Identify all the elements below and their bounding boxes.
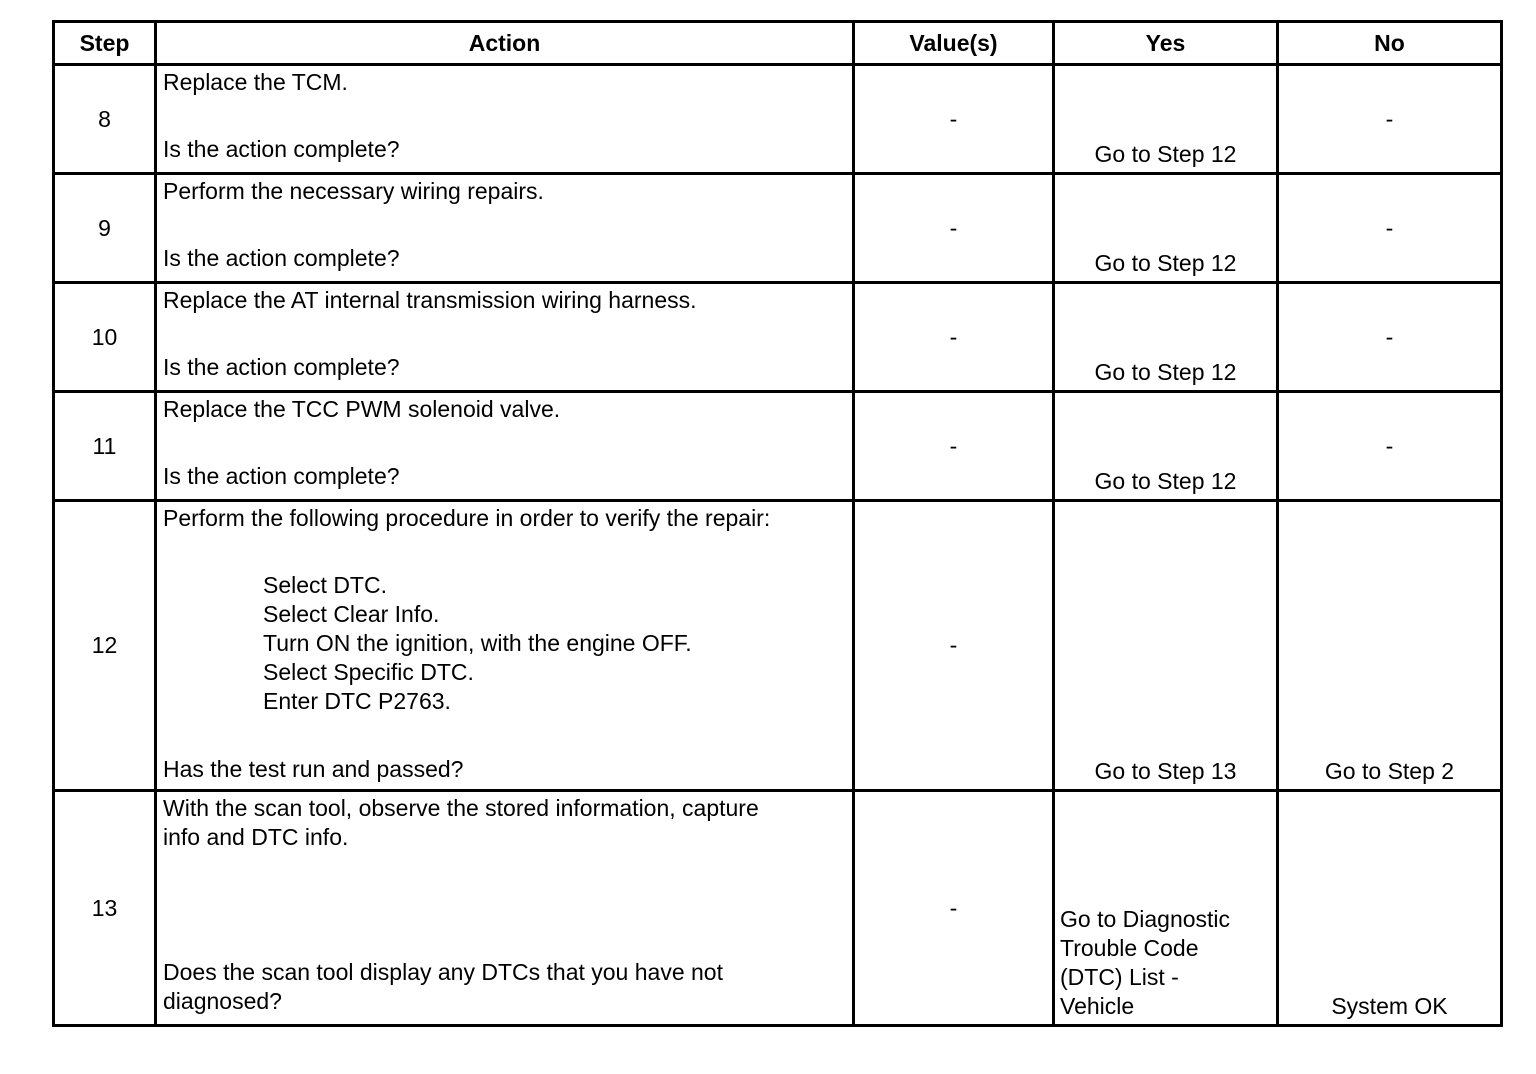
table-row [54, 65, 1502, 174]
no-cell: - [1278, 392, 1502, 501]
values-cell: - [854, 791, 1054, 1026]
step-number: 8 [54, 65, 156, 174]
table-row [54, 791, 1502, 1026]
no-text: System OK [1331, 993, 1448, 1019]
yes-cell [1054, 174, 1278, 283]
values-cell: - [854, 283, 1054, 392]
action-cell [156, 791, 854, 1026]
action-text: Replace the TCC PWM solenoid valve. [163, 396, 561, 422]
substep-list [163, 571, 846, 716]
action-question: Is the action complete? [163, 136, 400, 162]
yes-text [1055, 905, 1276, 1021]
table-row [54, 501, 1502, 791]
step-number: 13 [54, 791, 156, 1026]
substep-item: Select DTC. [263, 572, 387, 598]
action-question-line: Does the scan tool display any DTCs that you have not [163, 959, 723, 985]
values-cell: - [854, 174, 1054, 283]
yes-text: Go to Step 12 [1094, 250, 1237, 276]
yes-cell [1054, 283, 1278, 392]
header-yes: Yes [1054, 22, 1278, 65]
substep-item: Select Specific DTC. [263, 659, 474, 685]
yes-text: Go to Step 12 [1094, 359, 1237, 385]
yes-cell [1054, 791, 1278, 1026]
action-text: Perform the following procedure in order to verify the repair: [163, 505, 771, 531]
step-number: 10 [54, 283, 156, 392]
yes-text-line: (DTC) List - [1060, 964, 1179, 990]
no-cell: - [1278, 174, 1502, 283]
table-row [54, 392, 1502, 501]
substep-item: Turn ON the ignition, with the engine OFF. [263, 630, 692, 656]
header-action: Action [156, 22, 854, 65]
action-text-line: With the scan tool, observe the stored information, capture [163, 795, 759, 821]
yes-text: Go to Step 12 [1094, 141, 1237, 167]
action-cell [156, 283, 854, 392]
header-values: Value(s) [854, 22, 1054, 65]
action-question: Is the action complete? [163, 463, 400, 489]
action-text: Replace the AT internal transmission wiring harness. [163, 287, 697, 313]
yes-text-line: Trouble Code [1060, 935, 1199, 961]
action-cell [156, 392, 854, 501]
yes-text: Go to Step 13 [1094, 758, 1237, 784]
action-cell [156, 174, 854, 283]
no-cell [1278, 501, 1502, 791]
action-text: Perform the necessary wiring repairs. [163, 178, 544, 204]
action-text-line: info and DTC info. [163, 824, 349, 850]
step-number: 12 [54, 501, 156, 791]
yes-cell [1054, 392, 1278, 501]
yes-cell [1054, 65, 1278, 174]
action-question: Has the test run and passed? [163, 756, 464, 782]
values-cell: - [854, 392, 1054, 501]
values-cell: - [854, 65, 1054, 174]
header-row [54, 22, 1502, 65]
action-question-line: diagnosed? [163, 988, 282, 1014]
action-cell [156, 65, 854, 174]
yes-text-line: Go to Diagnostic [1060, 906, 1231, 932]
no-text: Go to Step 2 [1324, 758, 1455, 784]
yes-text-line: Vehicle [1060, 993, 1135, 1019]
header-step: Step [54, 22, 156, 65]
values-cell: - [854, 501, 1054, 791]
action-cell [156, 501, 854, 791]
yes-text: Go to Step 12 [1094, 468, 1237, 494]
action-question: Is the action complete? [163, 245, 400, 271]
header-no: No [1278, 22, 1502, 65]
diagnostic-table [52, 20, 1503, 1027]
action-question: Is the action complete? [163, 354, 400, 380]
no-cell: - [1278, 283, 1502, 392]
action-text: Replace the TCM. [163, 69, 348, 95]
substep-item: Enter DTC P2763. [263, 688, 451, 714]
substep-item: Select Clear Info. [263, 601, 440, 627]
step-number: 9 [54, 174, 156, 283]
no-cell: - [1278, 65, 1502, 174]
no-cell [1278, 791, 1502, 1026]
table-row [54, 174, 1502, 283]
yes-cell [1054, 501, 1278, 791]
table-row [54, 283, 1502, 392]
step-number: 11 [54, 392, 156, 501]
